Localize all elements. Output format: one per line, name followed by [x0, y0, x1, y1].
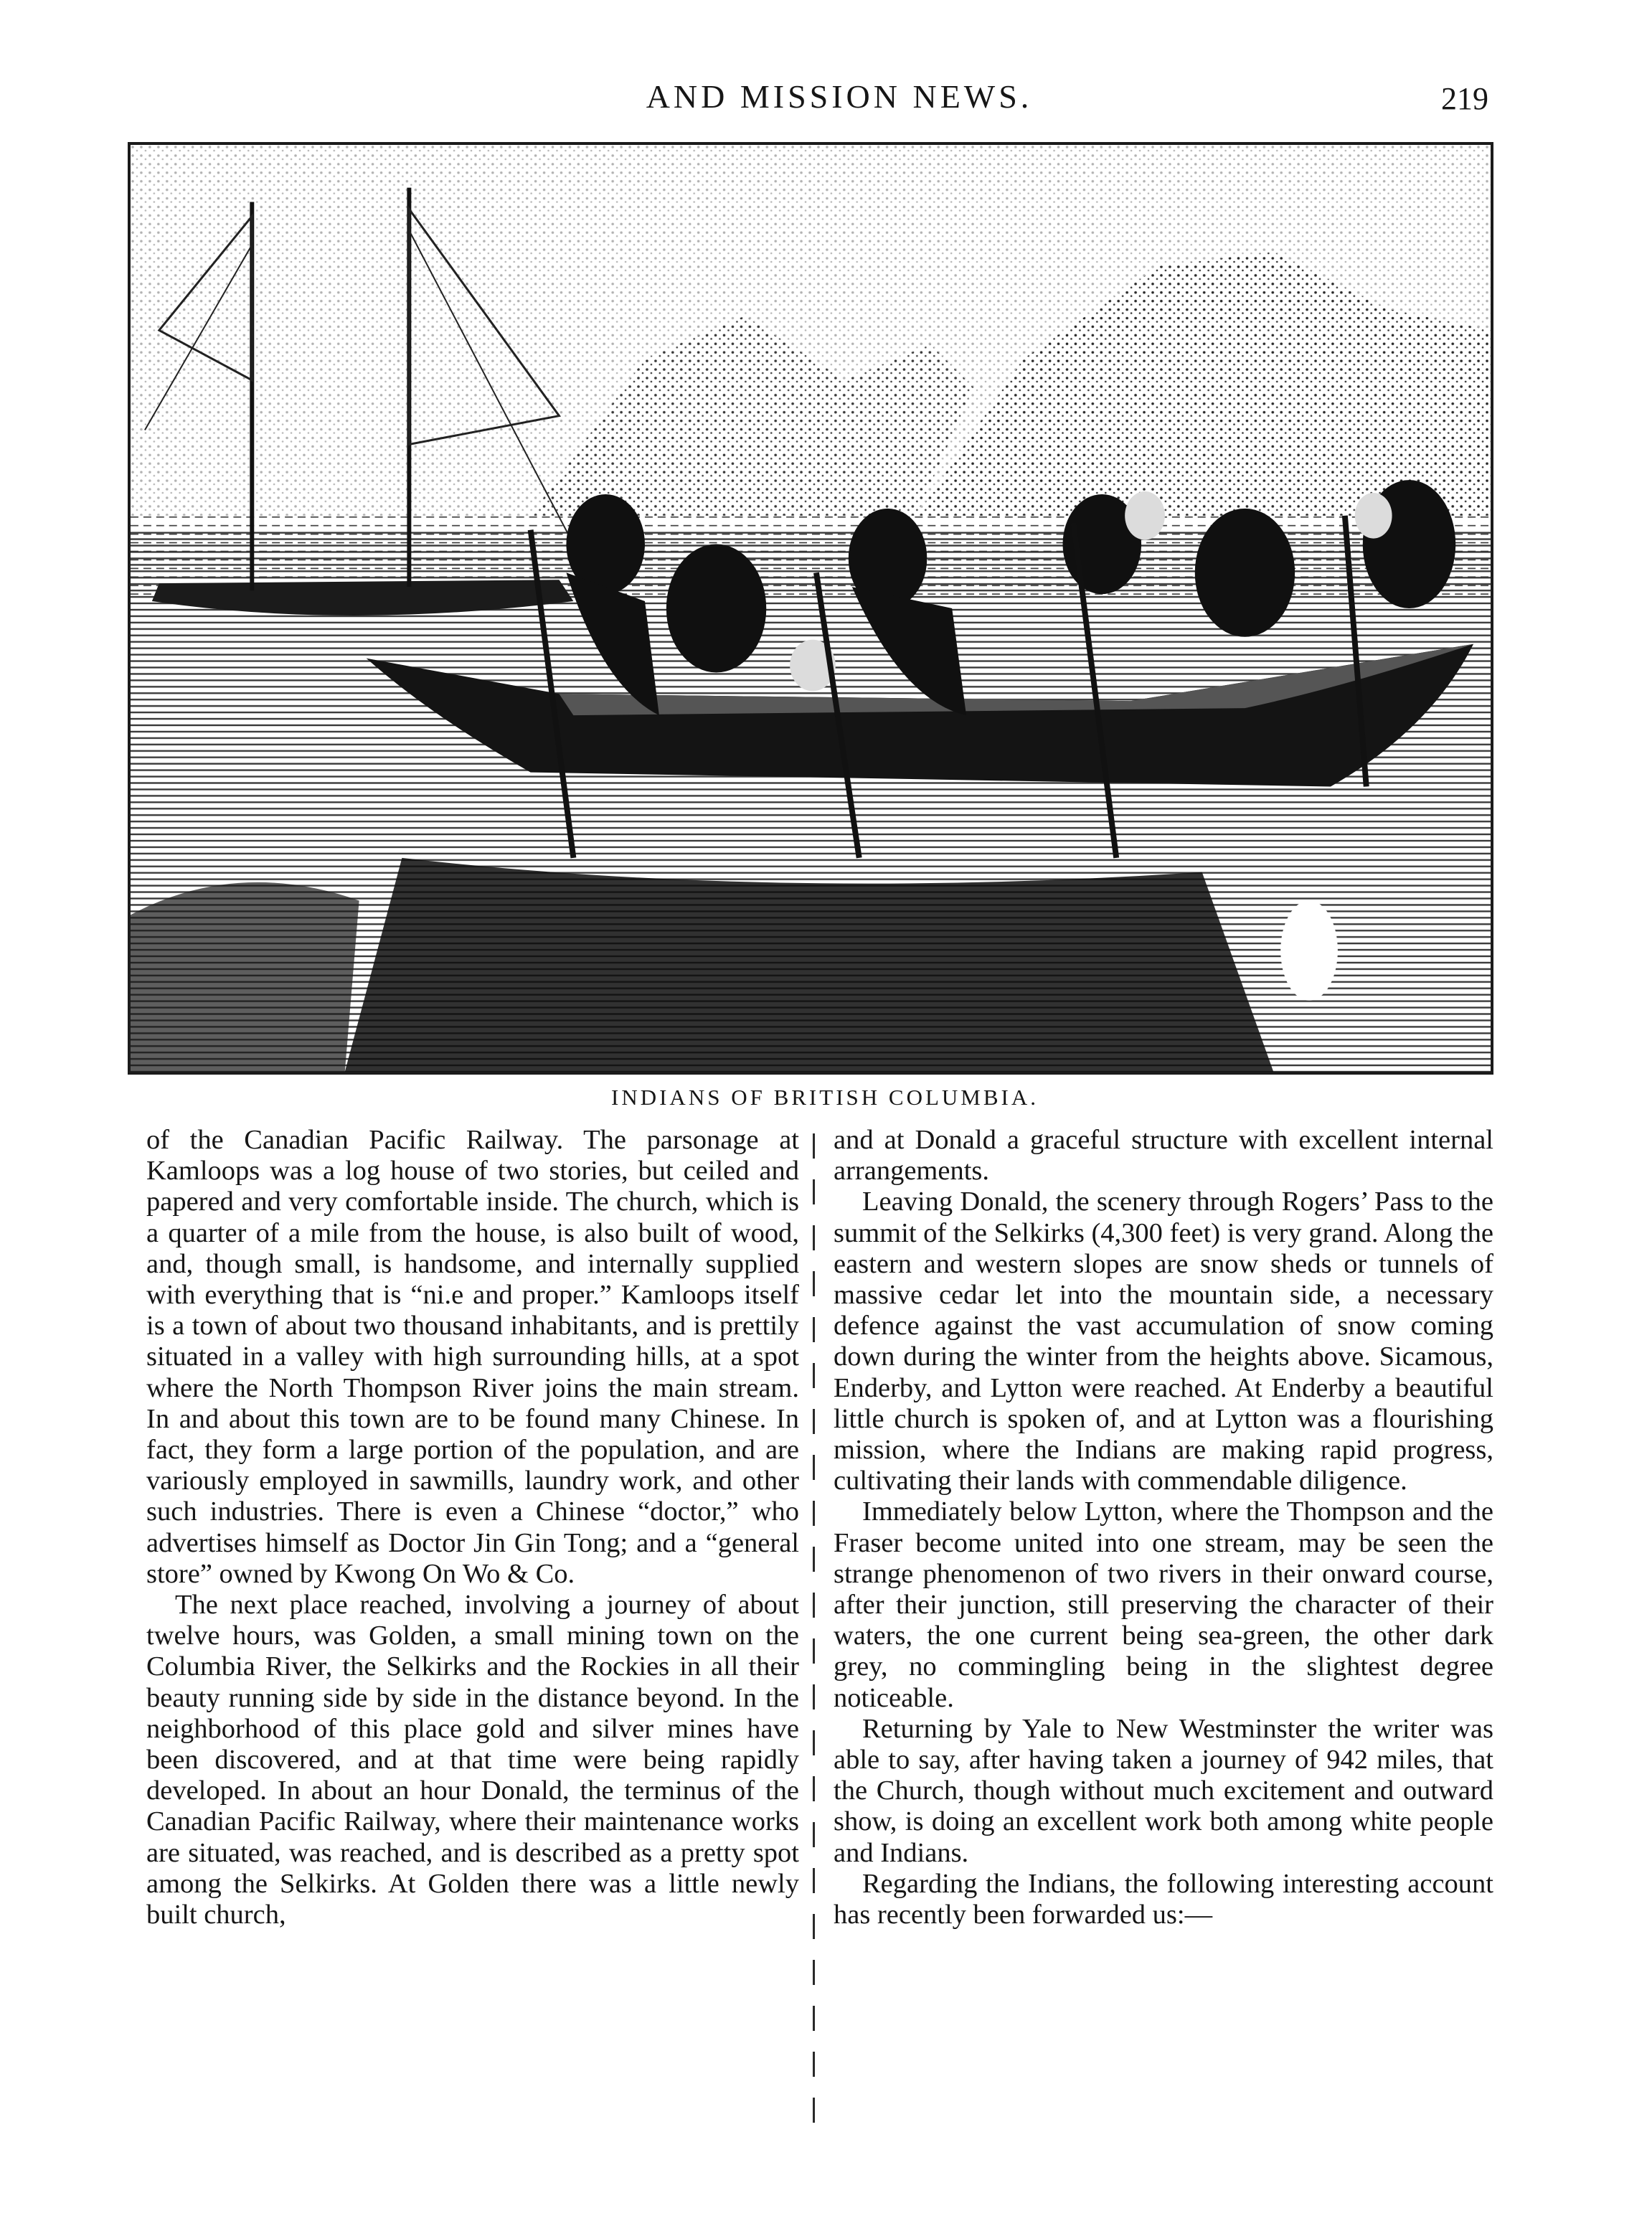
- right-column: [834, 1125, 1493, 1930]
- illustration-engraving: [128, 142, 1493, 1075]
- figure-caption: INDIANS OF BRITISH COLUMBIA.: [611, 1085, 1039, 1110]
- paragraph: of the Canadian Pacific Railway. The parsonage at Kamloops was a log house of two stories, but ceiled and papered and very comfortable inside. The church, which is a quarter of a mile from the house, is also built of wood, and, though small, is handsome, and internally supplied with everything that is “ni.e and proper.” Kamloops itself is a town of about two thousand inhabitants, and is prettily situated in a valley with high surrounding hills, at a spot where the North Thompson River joins the main stream. In and about this town are to be found many Chinese. In fact, they form a large portion of the population, and are variously employed in sawmills, laundry work, and other such industries. There is even a Chinese “doctor,” who advertises himself as Doctor Jin Gin Tong; and a “general store” owned by Kwong On Wo & Co.: [146, 1125, 799, 1589]
- paragraph: and at Donald a graceful structure with excellent internal arrangements.: [834, 1125, 1493, 1187]
- page-number: 219: [1441, 81, 1488, 116]
- column-divider: [813, 1133, 815, 2123]
- paragraph: Regarding the Indians, the following interesting account has recently been forwarded us:—: [834, 1868, 1493, 1930]
- left-column: [146, 1125, 799, 1930]
- paragraph: Leaving Donald, the scenery through Rogers’ Pass to the summit of the Selkirks (4,300 feet) is very grand. Along the eastern and western slopes are snow sheds or tunnels of massive cedar let into the mountain side, a necessary defence against the vast accumulation of snow coming down during the winter from the heights above. Sicamous, Enderby, and Lytton were reached. At Enderby a beautiful little church is spoken of, and at Lytton was a flourishing mission, where the Indians are making rapid progress, cultivating their lands with commendable diligence.: [834, 1187, 1493, 1496]
- paragraph: The next place reached, involving a journey of about twelve hours, was Golden, a small mining town on the Columbia River, the Selkirks and the Rockies in all their beauty running side by side in the distance beyond. In the neighborhood of this place gold and silver mines have been discovered, and at that time were being rapidly developed. In about an hour Donald, the terminus of the Canadian Pacific Railway, where their maintenance works are situated, was reached, and is described as a pretty spot among the Selkirks. At Golden there was a little newly built church,: [146, 1590, 799, 1930]
- paragraph: Returning by Yale to New Westminster the writer was able to say, after having taken a journey of 942 miles, that the Church, though without much excitement and outward show, is doing an excellent work both among white people and Indians.: [834, 1713, 1493, 1868]
- paragraph: Immediately below Lytton, where the Thompson and the Fraser become united into one stream, may be seen the strange phenomenon of two rivers in their onward course, after their junction, still preserving the character of their waters, the one current being sea-green, the other dark grey, no commingling being in the slightest degree noticeable.: [834, 1496, 1493, 1713]
- running-head: AND MISSION NEWS.: [646, 78, 1033, 115]
